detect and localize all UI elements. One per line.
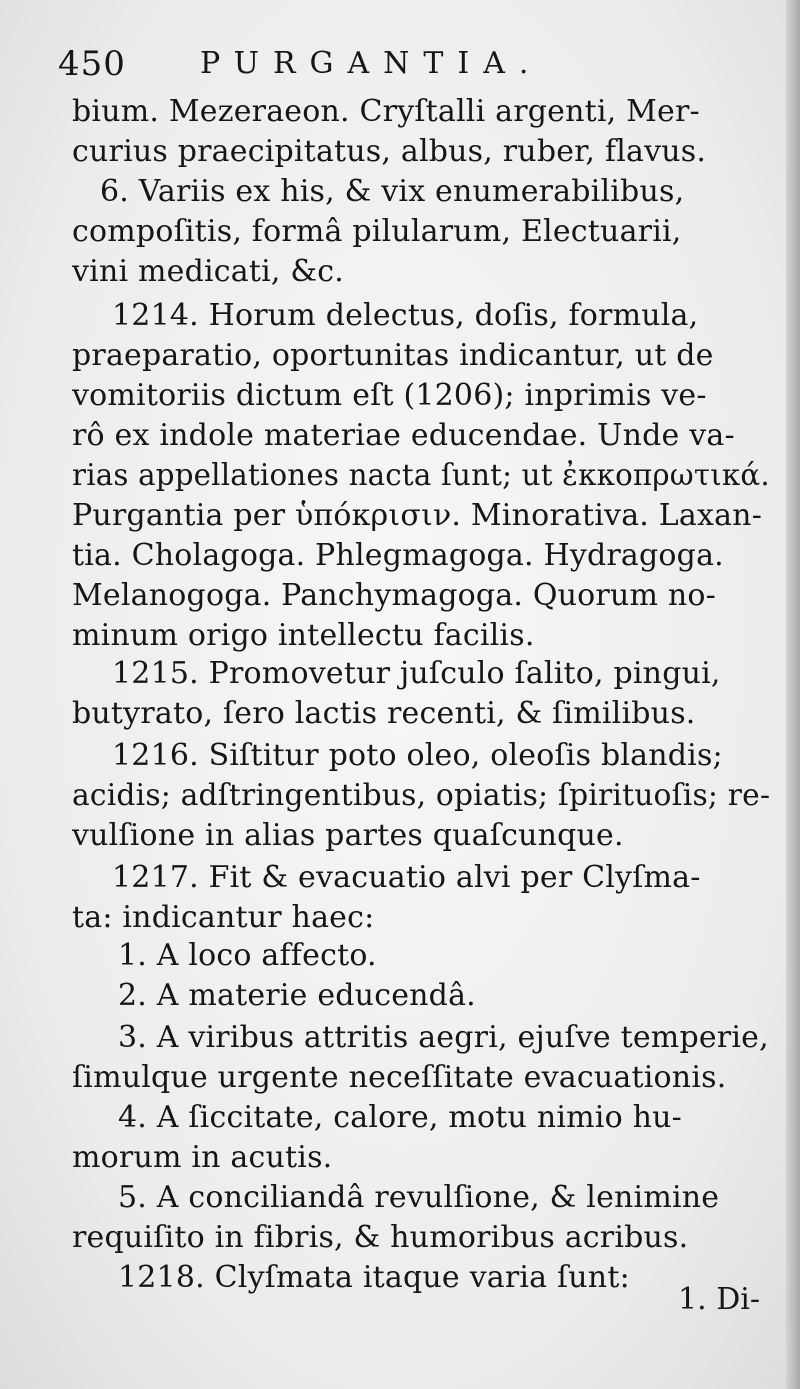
text-line: ſimulque urgente neceſſitate evacuationis. [72,1060,727,1095]
text-line: praeparatio, oportunitas indicantur, ut de [72,338,714,373]
catchword: 1. Di- [678,1282,760,1317]
text-line: tia. Cholagoga. Phlegmagoga. Hydragoga. [72,538,724,573]
text-line: vomitoriis dictum eſt (1206); inprimis ve- [72,378,707,413]
text-line: acidis; adſtringentibus, opiatis; ſpirituoſis; re- [72,778,771,813]
text-line: 3. A viribus attritis aegri, ejuſve temperie, [118,1020,769,1055]
text-line: 1217. Fit & evacuatio alvi per Clyſma- [112,860,701,895]
text-line: 4. A ſiccitate, calore, motu nimio hu- [118,1100,682,1135]
page-number: 450 [58,44,126,84]
text-line: 1214. Horum delectus, doſis, formula, [112,298,699,333]
text-line: ta: indicantur haec: [72,900,375,935]
text-line: Melanogoga. Panchymagoga. Quorum no- [72,578,716,613]
text-line: 1216. Siſtitur poto oleo, oleoſis blandis; [112,738,723,773]
text-line: 1. A loco affecto. [118,938,377,973]
text-line: 6. Variis ex his, & vix enumerabilibus, [100,174,685,209]
text-line: 1218. Clyſmata itaque varia ſunt: [118,1260,630,1295]
text-line: rias appellationes nacta ſunt; ut ἐκκοπρωτικά. [72,458,770,493]
text-line: 5. A conciliandâ revulſione, & lenimine [118,1180,720,1215]
text-line: bium. Mezeraeon. Cryſtalli argenti, Mer- [72,94,700,129]
text-line: rô ex indole materiae educendae. Unde va- [72,418,735,453]
text-line: curius praecipitatus, albus, ruber, flavus. [72,134,707,169]
text-line: morum in acutis. [72,1140,333,1175]
text-line: compoſitis, formâ pilularum, Electuarii, [72,214,682,249]
running-head: PURGANTIA. [200,46,543,81]
text-line: 1215. Promovetur juſculo ſalito, pingui, [112,656,721,691]
page-edge-shadow [786,0,800,1389]
text-line: Purgantia per ὑπόκρισιν. Minorativa. Laxan- [72,498,763,533]
text-line: butyrato, ſero lactis recenti, & ſimilibus. [72,696,696,731]
text-line: requiſito in fibris, & humoribus acribus. [72,1220,689,1255]
text-line: 2. A materie educendâ. [118,978,476,1013]
text-line: vini medicati, &c. [72,254,345,289]
text-line: minum origo intellectu facilis. [72,618,535,653]
text-line: vulſione in alias partes quaſcunque. [72,818,624,853]
